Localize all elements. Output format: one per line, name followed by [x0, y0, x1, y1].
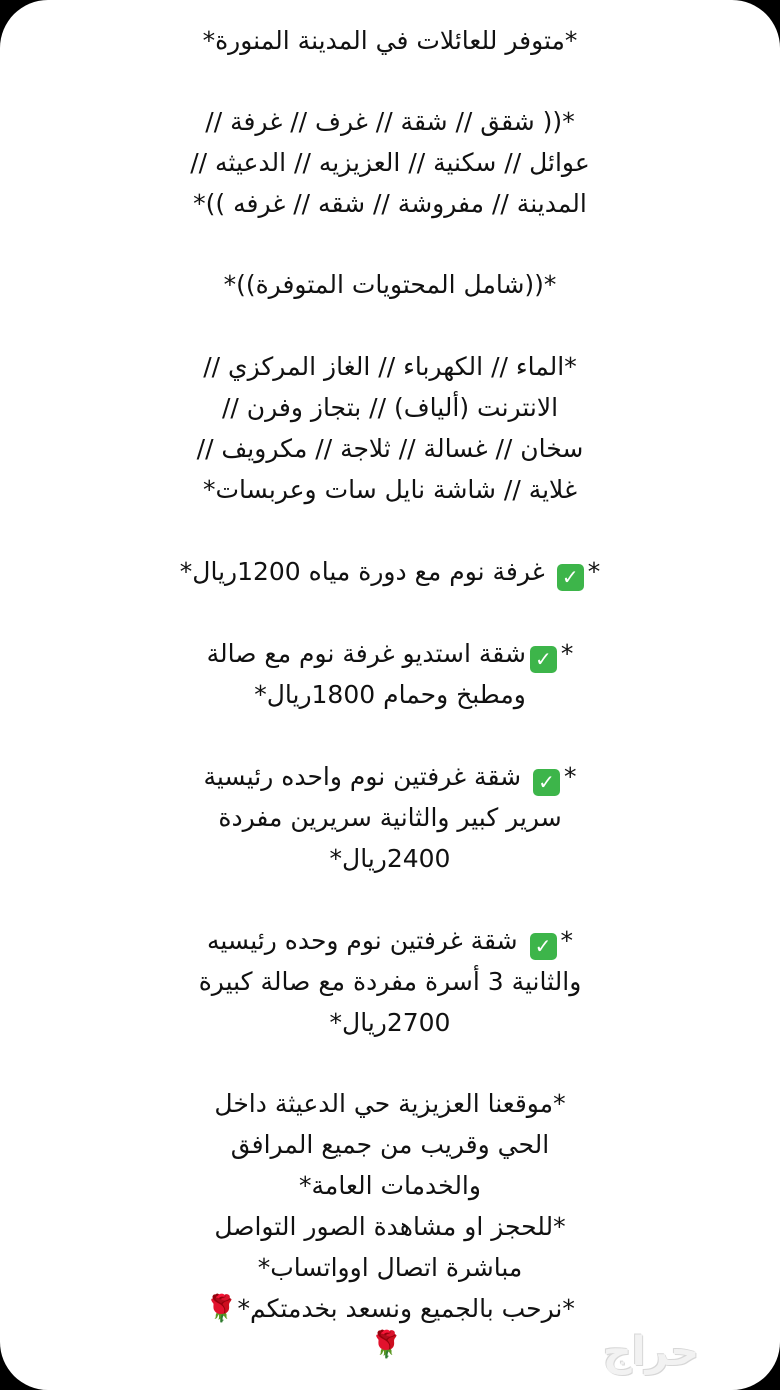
text-line: الحي وقريب من جميع المرافق	[230, 1130, 550, 1159]
text-block	[150, 633, 630, 715]
text-block	[150, 264, 630, 305]
text-line: *موقعنا العزيزية حي الدعيثة داخل	[214, 1089, 566, 1118]
text-line: *متوفر للعائلات في المدينة المنورة*	[202, 26, 578, 55]
text-line: *✓ شقة غرفتين نوم وحده رئيسيه	[206, 926, 574, 958]
text-block	[150, 920, 630, 1043]
text-line: *✓ غرفة نوم مع دورة مياه 1200ريال*	[179, 557, 601, 589]
text-block	[150, 551, 630, 592]
text-line: 2400ريال*	[329, 844, 451, 873]
text-block	[150, 20, 630, 61]
text-line: الانترنت (ألياف) // بتجاز وفرن //	[221, 393, 559, 422]
text-line: سرير كبير والثانية سريرين مفردة	[218, 803, 562, 832]
text-block	[150, 1083, 630, 1329]
text-line: 2700ريال*	[329, 1008, 451, 1037]
text-line: *✓شقة استديو غرفة نوم مع صالة	[206, 639, 574, 671]
text-line: عوائل // سكنية // العزيزيه // الدعيثه //	[190, 148, 590, 177]
text-line: *الماء // الكهرباء // الغاز المركزي //	[203, 352, 577, 381]
text-block	[150, 101, 630, 224]
check-mark-icon: ✓	[557, 564, 584, 591]
text-line: سخان // غسالة // ثلاجة // مكرويف //	[196, 434, 584, 463]
text-line: ومطبخ وحمام 1800ريال*	[254, 680, 526, 709]
rose-icon: 🌹	[370, 1330, 403, 1360]
text-line: مباشرة اتصال اوواتساب*	[257, 1253, 523, 1282]
text-line: *✓ شقة غرفتين نوم واحده رئيسية	[203, 762, 577, 794]
text-line: *((شامل المحتويات المتوفرة))*	[223, 270, 557, 299]
text-line: *للحجز او مشاهدة الصور التواصل	[214, 1212, 566, 1241]
text-line: المدينة // مفروشة // شقه // غرفه ))*	[193, 189, 587, 218]
check-mark-icon: ✓	[530, 933, 557, 960]
text-line: غلاية // شاشة نايل سات وعربسات*	[202, 475, 578, 504]
text-line: *(( شقق // شقة // غرف // غرفة //	[205, 107, 575, 136]
text-line: والخدمات العامة*	[299, 1171, 481, 1200]
text-line: *نرحب بالجميع ونسعد بخدمتكم*🌹	[205, 1294, 575, 1324]
text-block	[150, 756, 630, 879]
check-mark-icon: ✓	[530, 646, 557, 673]
check-mark-icon: ✓	[533, 769, 560, 796]
rose-icon: 🌹	[205, 1294, 238, 1324]
haraj-watermark: حراج	[602, 1329, 700, 1375]
text-line: والثانية 3 أسرة مفردة مع صالة كبيرة	[198, 967, 582, 996]
text-block	[150, 346, 630, 510]
